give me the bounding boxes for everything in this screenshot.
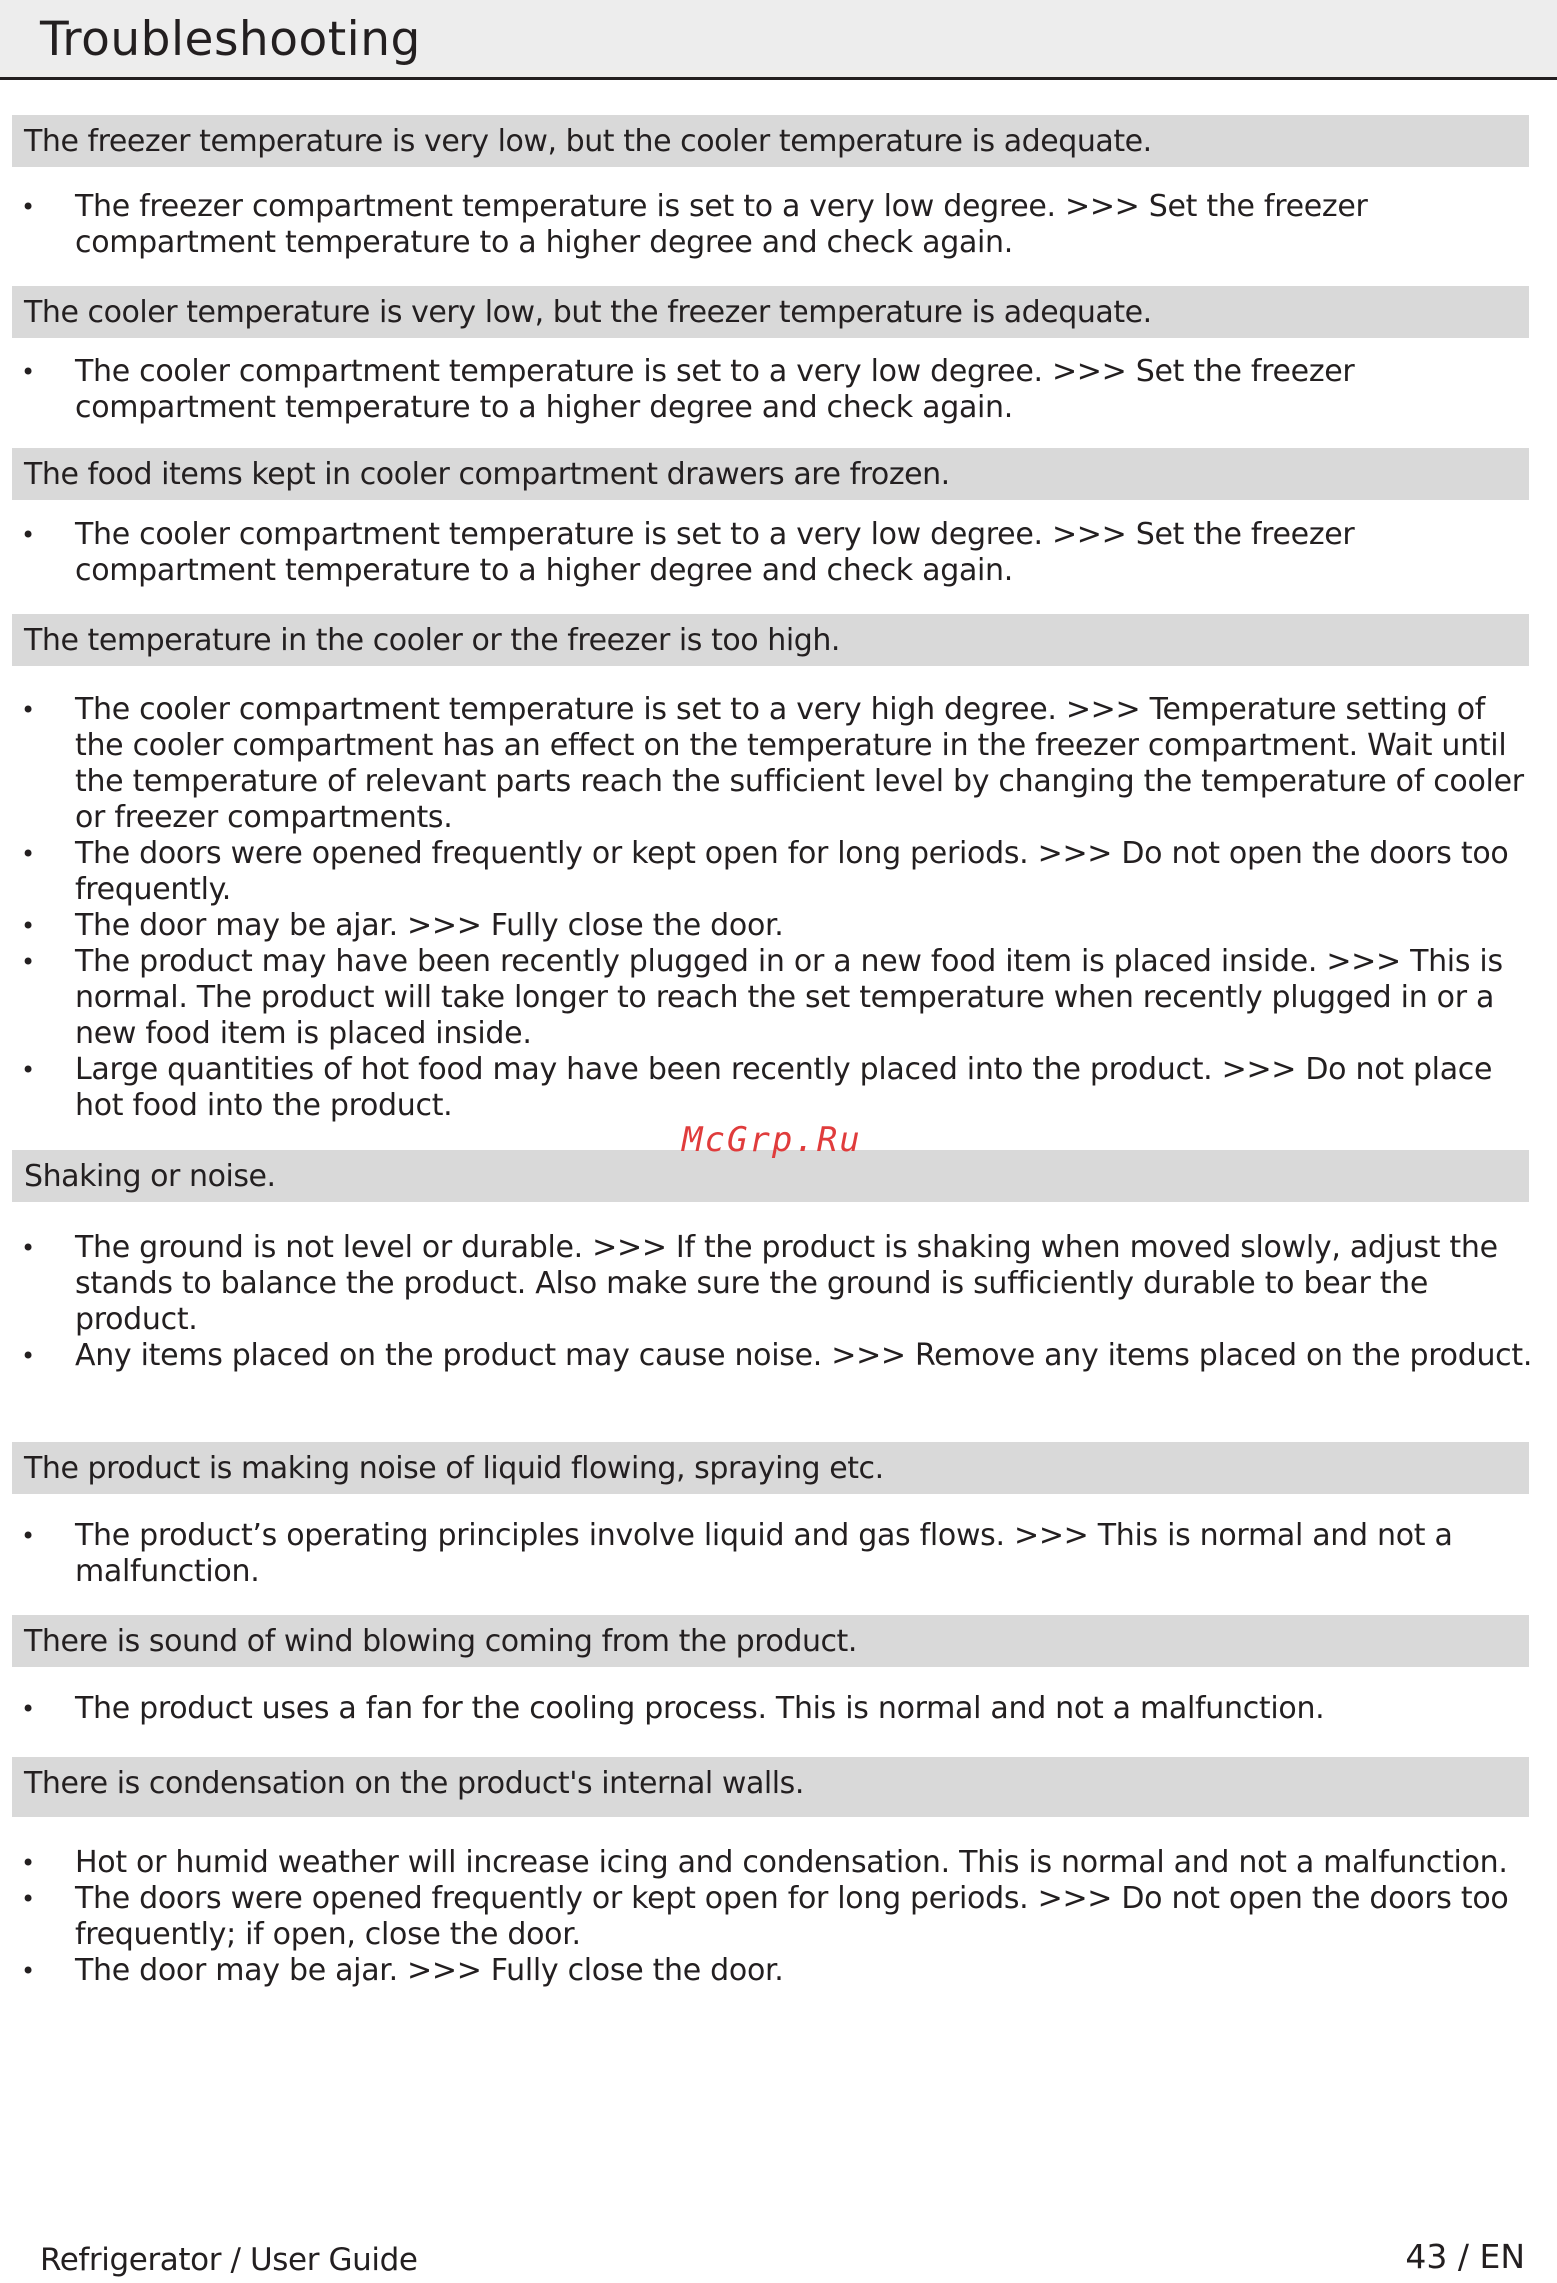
bullet-list — [0, 354, 1557, 426]
troubleshooting-section — [0, 286, 1557, 426]
list-item: • The product uses a fan for the cooling process. This is normal and not a malfunction. — [75, 1691, 1535, 1727]
section-heading: The cooler temperature is very low, but the freezer temperature is adequate. — [12, 286, 1529, 338]
bullet-list — [0, 1691, 1557, 1727]
section-heading: The freezer temperature is very low, but the cooler temperature is adequate. — [12, 115, 1529, 167]
troubleshooting-section — [0, 448, 1557, 589]
bullet-list — [0, 692, 1557, 1124]
list-item: • The ground is not level or durable. >>> If the product is shaking when moved slowly, adjust the stands to balance the product. Also make sure the ground is sufficiently durable to bear the product. — [75, 1230, 1535, 1338]
troubleshooting-section — [0, 1757, 1557, 1989]
footer-guide-label: Refrigerator / User Guide — [40, 2242, 418, 2278]
list-item: • The cooler compartment temperature is set to a very low degree. >>> Set the freezer compartment temperature to a higher degree and check again. — [75, 517, 1535, 589]
section-heading: The food items kept in cooler compartment drawers are frozen. — [12, 448, 1529, 500]
list-item: • The doors were opened frequently or kept open for long periods. >>> Do not open the doors too frequently. — [75, 836, 1535, 908]
bullet-list — [0, 1518, 1557, 1590]
footer-page-number: 43 / EN — [1405, 2237, 1525, 2276]
troubleshooting-section — [0, 1615, 1557, 1727]
list-item: • The door may be ajar. >>> Fully close the door. — [75, 908, 1535, 944]
bullet-list — [0, 1230, 1557, 1374]
bullet-list — [0, 189, 1557, 261]
list-item: • The product’s operating principles involve liquid and gas flows. >>> This is normal and not a malfunction. — [75, 1518, 1535, 1590]
troubleshooting-section — [0, 115, 1557, 261]
list-item: • The product may have been recently plugged in or a new food item is placed inside. >>> This is normal. The product will take longer to reach the set temperature when recently plugged in or a new food item is placed inside. — [75, 944, 1535, 1052]
title-bar — [0, 0, 1557, 80]
list-item: • Hot or humid weather will increase icing and condensation. This is normal and not a malfunction. — [75, 1845, 1535, 1881]
list-item: • The cooler compartment temperature is set to a very high degree. >>> Temperature setting of the cooler compartment has an effect on the temperature in the freezer compartment. Wait until the temperature of relevant parts reach the sufficient level by changing the temperature of cooler or freezer compartments. — [75, 692, 1535, 836]
watermark-text: McGrp.Ru — [682, 1120, 862, 1160]
list-item: • The door may be ajar. >>> Fully close the door. — [75, 1953, 1535, 1989]
list-item: • The cooler compartment temperature is set to a very low degree. >>> Set the freezer compartment temperature to a higher degree and check again. — [75, 354, 1535, 426]
section-heading: There is condensation on the product's internal walls. — [12, 1757, 1529, 1817]
troubleshooting-section — [0, 1150, 1557, 1374]
list-item: • Large quantities of hot food may have been recently placed into the product. >>> Do not place hot food into the product. — [75, 1052, 1535, 1124]
section-heading: The temperature in the cooler or the freezer is too high. — [12, 614, 1529, 666]
section-heading: There is sound of wind blowing coming from the product. — [12, 1615, 1529, 1667]
bullet-list — [0, 1845, 1557, 1989]
bullet-list — [0, 517, 1557, 589]
list-item: • Any items placed on the product may cause noise. >>> Remove any items placed on the product. — [75, 1338, 1535, 1374]
section-heading: The product is making noise of liquid flowing, spraying etc. — [12, 1442, 1529, 1494]
troubleshooting-section — [0, 614, 1557, 1124]
troubleshooting-section — [0, 1442, 1557, 1590]
page-title: Troubleshooting — [40, 12, 421, 67]
section-heading: Shaking or noise. — [12, 1150, 1529, 1202]
list-item: • The freezer compartment temperature is set to a very low degree. >>> Set the freezer compartment temperature to a higher degree and check again. — [75, 189, 1535, 261]
list-item: • The doors were opened frequently or kept open for long periods. >>> Do not open the doors too frequently; if open, close the door. — [75, 1881, 1535, 1953]
